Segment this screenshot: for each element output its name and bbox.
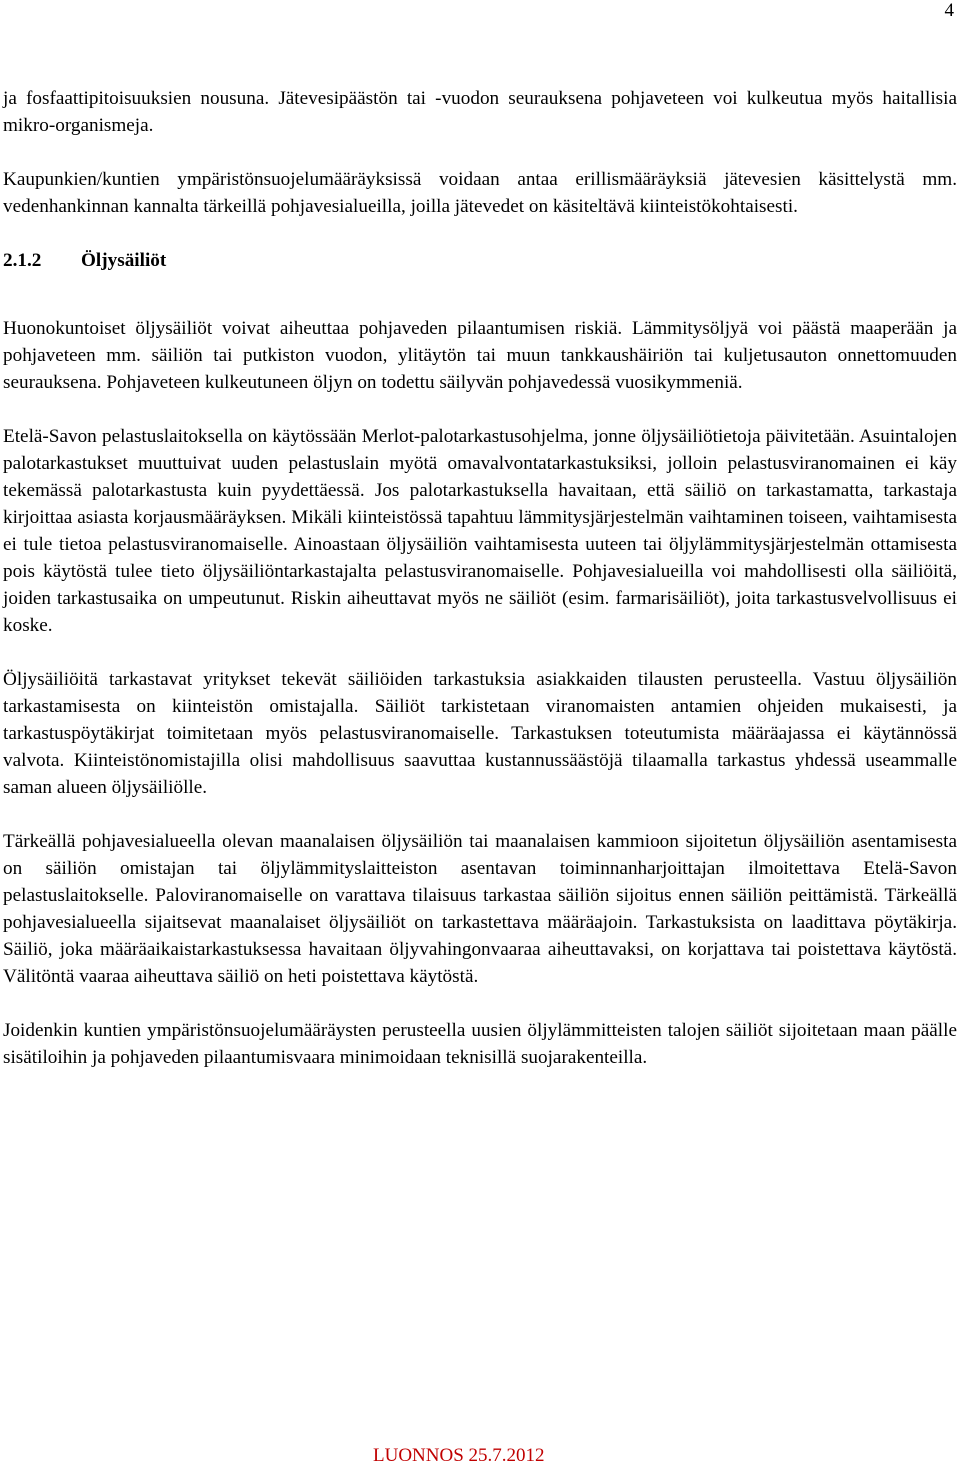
paragraph-section-5: Joidenkin kuntien ympäristönsuojelumääräysten perusteella uusien öljylämmitteisten talojen säiliöt sijoitetaan maan päälle sisätiloihin ja pohjaveden pilaantumisvaara minimoidaan teknisillä suojarakenteilla.: [3, 1020, 957, 1068]
section-title: Öljysäiliöt: [81, 250, 167, 271]
section-number: 2.1.2: [3, 250, 42, 271]
document-body: [3, 85, 957, 1098]
paragraph-section-4: Tärkeällä pohjavesialueella olevan maanalaisen öljysäiliön tai maanalaisen kammioon sijoitetun öljysäiliön asentamisesta on säiliön omistajan tai öljylämmityslaitteiston asentavan toiminnanharjoittajan ilmoitettava Etelä-Savon pelastuslaitokselle. Paloviranomaiselle on varattava tilaisuus tarkastaa säiliön sijoitus ennen säiliön peittämistä. Tärkeällä pohjavesialueella sijaitsevat maanalaiset öljysäiliöt on tarkastettava määräajoin. Tarkastuksista on laadittava pöytäkirja. Säiliö, joka määräaikaistarkastuksessa havaitaan öljyvahingonvaaraa aiheuttavaksi, on korjattava tai poistettava käytöstä. Välitöntä vaaraa aiheuttava säiliö on heti poistettava käytöstä.: [3, 831, 957, 987]
paragraph-section-1: Huonokuntoiset öljysäiliöt voivat aiheuttaa pohjaveden pilaantumisen riskiä. Lämmitysöljyä voi päästä maaperään ja pohjaveteen mm. säiliön tai putkiston vuodon, ylitäytön tai muun tankkaushäiriön tai kuljetusauton onnettomuuden seurauksena. Pohjaveteen kulkeutuneen öljyn on todettu säilyvän pohjavedessä vuosikymmeniä.: [3, 318, 957, 393]
paragraph-section-3: Öljysäiliöitä tarkastavat yritykset tekevät säiliöiden tarkastuksia asiakkaiden tilausten perusteella. Vastuu öljysäiliön tarkastamisesta on kiinteistön omistajalla. Säiliöt tarkistetaan viranomaisten antamien ohjeiden mukaisesti, ja tarkastuspöytäkirjat toimitetaan myös pelastusviranomaiselle. Tarkastuksen toteutumista määräajassa ei käytännössä valvota. Kiinteistönomistajilla olisi mahdollisuus saavuttaa kustannussäästöjä tilaamalla tarkastus yhdessä useammalle saman alueen öljysäiliölle.: [3, 669, 957, 798]
draft-footer: LUONNOS 25.7.2012: [373, 1445, 545, 1466]
paragraph-intro-1: ja fosfaattipitoisuuksien nousuna. Jätevesipäästön tai -vuodon seurauksena pohjaveteen voi kulkeutua myös haitallisia mikro-organismeja.: [3, 88, 957, 136]
paragraph-section-2: Etelä-Savon pelastuslaitoksella on käytössään Merlot-palotarkastusohjelma, jonne öljysäiliötietoja päivitetään. Asuintalojen palotarkastukset muuttuivat uuden pelastuslain myötä omavalvontatarkastuksiksi, jolloin pelastusviranomainen ei käy tekemässä palotarkastusta kuin pyydettäessä. Jos palotarkastuksella havaitaan, että säiliö on tarkastamatta, tarkastaja kirjoittaa asiasta korjausmääräyksen. Mikäli kiinteistössä tapahtuu lämmitysjärjestelmän vaihtaminen toiseen, vaihtamisesta ei tule tietoa pelastusviranomaiselle. Ainoastaan öljysäiliön vaihtamisesta uuteen tai öljylämmitysjärjestelmän ottamisesta pois käytöstä tulee tieto öljysäiliöntarkastajalta pelastusviranomaiselle. Pohjavesialueilla voi mahdollisesti olla säiliöitä, joiden tarkastusaika on umpeutunut. Riskin aiheuttavat myös ne säiliöt (esim. farmarisäiliöt), joita tarkastusvelvollisuus ei koske.: [3, 426, 957, 636]
page-number: 4: [944, 0, 954, 21]
paragraph-intro-2: Kaupunkien/kuntien ympäristönsuojelumääräyksissä voidaan antaa erillismääräyksiä jätevesien käsittelystä mm. vedenhankinnan kannalta tärkeillä pohjavesialueilla, joilla jätevedet on käsiteltävä kiinteistökohtaisesti.: [3, 169, 957, 217]
section-heading: [3, 247, 957, 274]
